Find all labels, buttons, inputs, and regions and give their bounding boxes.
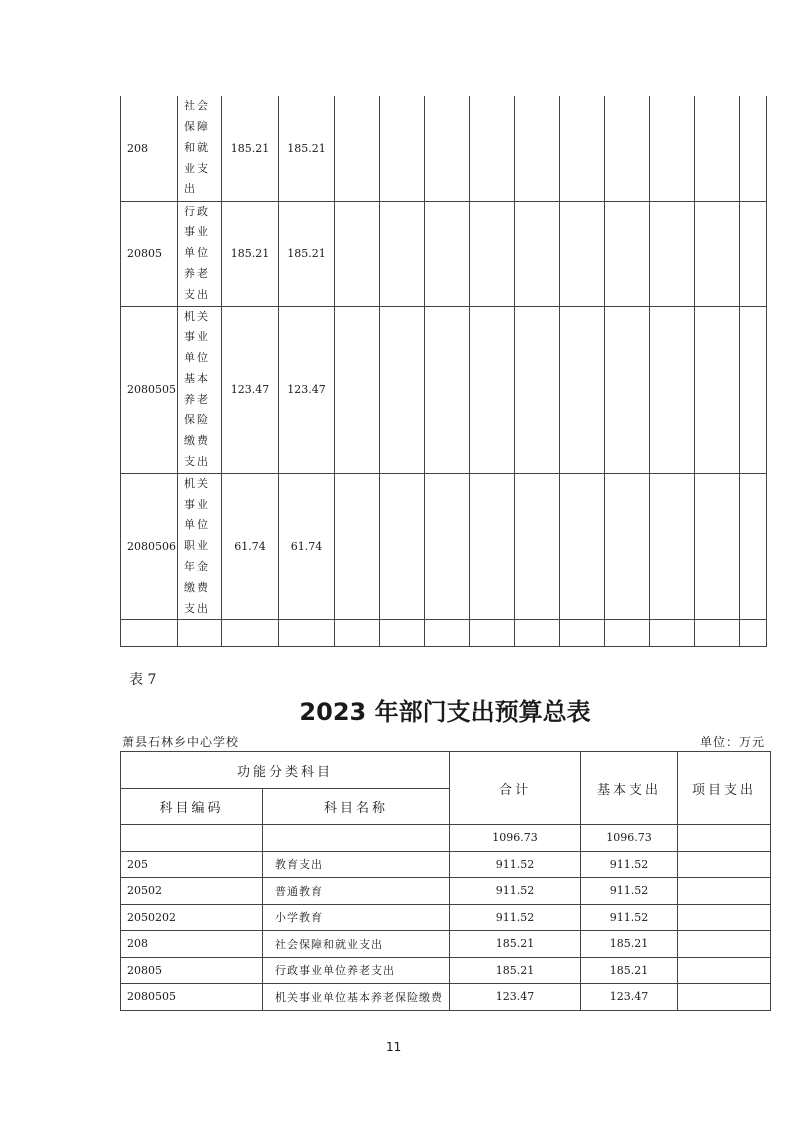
organization-name: 萧县石林乡中心学校	[122, 735, 240, 749]
basic-value: 185.21	[581, 931, 678, 958]
subject-name: 行政事业单位养老支出	[263, 957, 450, 984]
table-label: 表 7	[129, 672, 157, 688]
subject-code: 20805	[121, 201, 178, 306]
subject-code: 2080506	[121, 473, 178, 620]
basic-value: 911.52	[581, 851, 678, 878]
empty-cell	[380, 306, 425, 473]
total-value: 185.21	[222, 96, 279, 201]
empty-cell	[605, 96, 650, 201]
total-value: 123.47	[222, 306, 279, 473]
basic-value: 123.47	[279, 306, 335, 473]
subject-name: 行政 事业 单位 养老 支出	[178, 201, 222, 306]
unit-label: 单位：万元	[699, 735, 765, 749]
empty-cell	[470, 473, 515, 620]
empty-cell	[695, 473, 740, 620]
subject-code: 20805	[121, 957, 263, 984]
empty-cell	[650, 620, 695, 647]
subject-code: 2080505	[121, 306, 178, 473]
empty-cell	[740, 96, 767, 201]
total-value: 911.52	[450, 851, 581, 878]
subject-name: 小学教育	[263, 904, 450, 931]
empty-cell	[740, 306, 767, 473]
subject-code: 208	[121, 96, 178, 201]
empty-cell	[650, 201, 695, 306]
basic-value	[279, 620, 335, 647]
total-value: 1096.73	[450, 825, 581, 852]
project-value	[678, 904, 771, 931]
header-function-category: 功能分类科目	[121, 752, 450, 789]
empty-cell	[605, 473, 650, 620]
empty-cell	[560, 473, 605, 620]
empty-cell	[380, 201, 425, 306]
empty-cell	[425, 201, 470, 306]
table-row	[121, 851, 771, 878]
table-row	[121, 473, 767, 620]
subject-name: 普通教育	[263, 878, 450, 905]
total-value: 911.52	[450, 878, 581, 905]
table-row	[121, 96, 767, 201]
project-value	[678, 957, 771, 984]
project-value	[678, 984, 771, 1011]
empty-cell	[740, 201, 767, 306]
basic-value: 185.21	[279, 96, 335, 201]
empty-cell	[650, 473, 695, 620]
subject-name	[263, 825, 450, 852]
empty-cell	[560, 620, 605, 647]
basic-value: 911.52	[581, 878, 678, 905]
total-value: 185.21	[450, 931, 581, 958]
total-value	[222, 620, 279, 647]
total-value: 123.47	[450, 984, 581, 1011]
subject-name: 机关事业单位基本养老保险缴费	[263, 984, 450, 1011]
empty-cell	[695, 620, 740, 647]
empty-cell	[560, 96, 605, 201]
expenditure-budget-table	[120, 751, 771, 1011]
continued-budget-table	[120, 96, 767, 647]
table-row	[121, 957, 771, 984]
empty-cell	[515, 201, 560, 306]
empty-cell	[515, 306, 560, 473]
empty-cell	[425, 306, 470, 473]
subject-name: 社会 保障 和就 业支 出	[178, 96, 222, 201]
basic-value: 1096.73	[581, 825, 678, 852]
empty-cell	[380, 473, 425, 620]
empty-cell	[425, 96, 470, 201]
empty-cell	[740, 473, 767, 620]
subject-name: 教育支出	[263, 851, 450, 878]
basic-value: 185.21	[279, 201, 335, 306]
empty-cell	[470, 201, 515, 306]
basic-value: 61.74	[279, 473, 335, 620]
page-number: 11	[386, 1040, 402, 1054]
table-row	[121, 984, 771, 1011]
subject-code: 20502	[121, 878, 263, 905]
page-title: 2023 年部门支出预算总表	[299, 698, 591, 726]
empty-cell	[335, 201, 380, 306]
empty-cell	[740, 620, 767, 647]
empty-cell	[380, 620, 425, 647]
table-row	[121, 878, 771, 905]
empty-cell	[470, 306, 515, 473]
subject-code: 205	[121, 851, 263, 878]
subject-code: 208	[121, 931, 263, 958]
table-row	[121, 620, 767, 647]
empty-cell	[425, 473, 470, 620]
basic-value: 123.47	[581, 984, 678, 1011]
basic-value: 185.21	[581, 957, 678, 984]
subject-name: 机关 事业 单位 职业 年金 缴费 支出	[178, 473, 222, 620]
empty-cell	[515, 473, 560, 620]
table-row	[121, 825, 771, 852]
empty-cell	[335, 96, 380, 201]
table-row	[121, 931, 771, 958]
empty-cell	[335, 306, 380, 473]
empty-cell	[470, 620, 515, 647]
empty-cell	[605, 201, 650, 306]
table-row	[121, 306, 767, 473]
total-value: 911.52	[450, 904, 581, 931]
project-value	[678, 851, 771, 878]
subject-code: 2080505	[121, 984, 263, 1011]
project-value	[678, 825, 771, 852]
table-row	[121, 904, 771, 931]
empty-cell	[605, 306, 650, 473]
header-name: 科目名称	[263, 789, 450, 825]
subject-code: 2050202	[121, 904, 263, 931]
empty-cell	[560, 306, 605, 473]
empty-cell	[560, 201, 605, 306]
empty-cell	[695, 96, 740, 201]
subject-code	[121, 620, 178, 647]
subject-name: 社会保障和就业支出	[263, 931, 450, 958]
total-value: 185.21	[222, 201, 279, 306]
header-basic: 基本支出	[581, 752, 678, 825]
header-project: 项目支出	[678, 752, 771, 825]
empty-cell	[380, 96, 425, 201]
subject-code	[121, 825, 263, 852]
empty-cell	[650, 96, 695, 201]
header-total: 合计	[450, 752, 581, 825]
basic-value: 911.52	[581, 904, 678, 931]
header-code: 科目编码	[121, 789, 263, 825]
total-value: 61.74	[222, 473, 279, 620]
empty-cell	[335, 620, 380, 647]
empty-cell	[695, 201, 740, 306]
empty-cell	[605, 620, 650, 647]
empty-cell	[470, 96, 515, 201]
total-value: 185.21	[450, 957, 581, 984]
subject-name	[178, 620, 222, 647]
subject-name: 机关 事业 单位 基本 养老 保险 缴费 支出	[178, 306, 222, 473]
empty-cell	[515, 620, 560, 647]
empty-cell	[515, 96, 560, 201]
project-value	[678, 931, 771, 958]
empty-cell	[695, 306, 740, 473]
empty-cell	[650, 306, 695, 473]
empty-cell	[425, 620, 470, 647]
empty-cell	[335, 473, 380, 620]
project-value	[678, 878, 771, 905]
table-row	[121, 201, 767, 306]
